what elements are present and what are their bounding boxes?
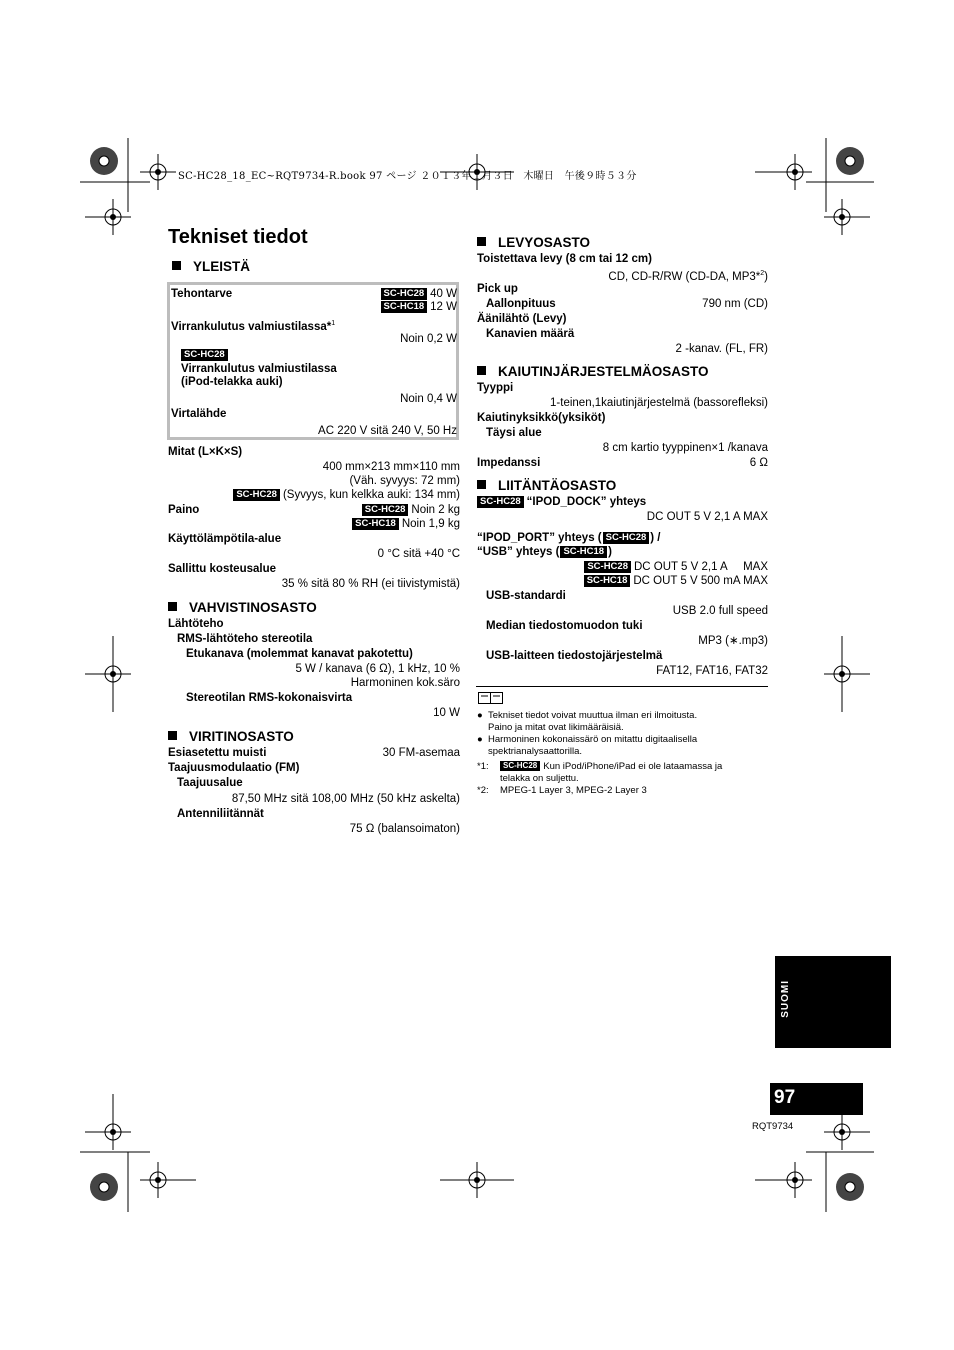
square-bullet-icon	[477, 480, 486, 489]
label-taysi: Täysi alue	[486, 427, 542, 439]
square-bullet-icon	[172, 261, 181, 270]
model-badge: SC-HC28	[477, 496, 524, 508]
model-badge: SC-HC18	[584, 575, 631, 587]
label-stereo-rms: Stereotilan RMS-kokonaisvirta	[186, 692, 353, 704]
model-badge: SC-HC28	[362, 504, 409, 516]
section-viritin: VIRITINOSASTO	[168, 729, 294, 744]
value-port-hc28: SC-HC28 DC OUT 5 V 2,1 A MAX	[584, 560, 768, 574]
label-virrankulutus: Virrankulutus valmiustilassa*$^1$	[171, 320, 336, 333]
value-esiasetettu: 30 FM-asemaa	[382, 747, 460, 759]
label-usb: “USB” yhteys ( SC-HC18 )	[477, 546, 612, 558]
value-median: MP3 (∗.mp3)	[698, 635, 768, 647]
model-badge: SC-HC28	[500, 761, 540, 771]
label-aanilahto: Äänilähtö (Levy)	[477, 313, 567, 325]
footnote-1: *1: SC-HC28 Kun iPod/iPhone/iPad ei ole lataamassa ja	[477, 761, 723, 772]
file-header: SC-HC28_18_EC~RQT9734-R.book 97 ページ ２０１３年１月３日 木曜日 午後９時５３分	[178, 171, 637, 182]
value-ipod-dock: DC OUT 5 V 2,1 A MAX	[646, 511, 768, 523]
note-2: ● Harmoninen kokonaissärö on mitattu digitaalisella	[477, 734, 698, 745]
label-paino: Paino	[168, 504, 200, 516]
value-impedanssi: 6 Ω	[749, 457, 768, 469]
value-stereo-rms: 10 W	[433, 707, 460, 719]
label-kanavien: Kanavien määrä	[486, 328, 575, 340]
label-kayttolampo: Käyttölämpötila-alue	[168, 533, 282, 545]
section-yleista: YLEISTÄ	[172, 259, 250, 274]
model-badge: SC-HC28	[381, 288, 428, 300]
footnote-2: *2: MPEG-1 Layer 3, MPEG-2 Layer 3	[477, 785, 647, 796]
label-impedanssi: Impedanssi	[477, 457, 541, 469]
value-mitat-3: SC-HC28 (Syvyys, kun kelkka auki: 134 mm)	[233, 488, 460, 502]
label-usb-standardi: USB-standardi	[486, 590, 566, 602]
language-tab-label: SUOMI	[780, 980, 791, 1018]
value-teho-hc28: SC-HC28 40 W	[381, 287, 458, 301]
value-virrankulutus: Noin 0,2 W	[400, 333, 457, 345]
badge-ipod	[181, 348, 231, 362]
value-etukanava-2: Harmoninen kok.säro	[350, 677, 460, 689]
value-paino-hc18: SC-HC18 Noin 1,9 kg	[352, 517, 460, 531]
notes-divider	[476, 686, 768, 687]
label-virtalahde: Virtalähde	[171, 408, 227, 420]
square-bullet-icon	[477, 237, 486, 246]
label-tyyppi: Tyyppi	[477, 382, 514, 394]
value-tyyppi: 1-teinen,1kaiutinjärjestelmä (bassorefleksi)	[550, 397, 768, 409]
label-toistettava: Toistettava levy (8 cm tai 12 cm)	[477, 253, 652, 265]
value-paino-hc28: SC-HC28 Noin 2 kg	[362, 503, 460, 517]
label-kaiutinyksikko: Kaiutinyksikkö(yksiköt)	[477, 412, 606, 424]
label-etukanava: Etukanava (molemmat kanavat pakotettu)	[186, 648, 413, 660]
value-port-hc18: SC-HC18 DC OUT 5 V 500 mA MAX	[584, 574, 768, 588]
model-badge: SC-HC28	[603, 532, 650, 544]
square-bullet-icon	[477, 366, 486, 375]
value-mitat-2: (Väh. syvyys: 72 mm)	[349, 475, 460, 487]
label-lahtoteho: Lähtöteho	[168, 618, 224, 630]
label-pickup: Pick up	[477, 283, 518, 295]
value-virtalahde: AC 220 V sitä 240 V, 50 Hz	[318, 425, 457, 437]
label-aallonpituus: Aallonpituus	[486, 298, 556, 310]
label-taajuusalue: Taajuusalue	[177, 777, 243, 789]
section-kaiutin: KAIUTINJÄRJESTELMÄOSASTO	[477, 364, 709, 379]
value-kayttolampo: 0 °C sitä +40 °C	[377, 548, 460, 560]
model-badge: SC-HC18	[381, 301, 428, 313]
label-median: Median tiedostomuodon tuki	[486, 620, 643, 632]
section-vahvistin: VAHVISTINOSASTO	[168, 600, 317, 615]
section-liitanta: LIITÄNTÄOSASTO	[477, 478, 616, 493]
value-usb-standardi: USB 2.0 full speed	[672, 605, 768, 617]
value-taajuusalue: 87,50 MHz sitä 108,00 MHz (50 kHz askelta)	[231, 793, 460, 805]
model-badge: SC-HC28	[584, 561, 631, 573]
note-2b: spektrianalysaattorilla.	[488, 746, 582, 757]
value-taysi: 8 cm kartio tyyppinen×1 /kanava	[602, 442, 768, 454]
model-badge: SC-HC18	[352, 518, 399, 530]
value-mitat-1: 400 mm×213 mm×110 mm	[322, 461, 460, 473]
label-usb-jarj: USB-laitteen tiedostojärjestelmä	[486, 650, 663, 662]
value-kanavien: 2 -kanav. (FL, FR)	[675, 343, 768, 355]
label-taajuusmod: Taajuusmodulaatio (FM)	[168, 762, 300, 774]
label-ipod-1: Virrankulutus valmiustilassa	[181, 363, 337, 375]
model-badge: SC-HC28	[181, 349, 228, 361]
label-kosteus: Sallittu kosteusalue	[168, 563, 277, 575]
label-ipod-dock: SC-HC28 “IPOD_DOCK” yhteys	[477, 495, 646, 509]
section-levy: LEVYOSASTO	[477, 235, 590, 250]
note-1: ● Tekniset tiedot voivat muuttua ilman eri ilmoitusta.	[477, 710, 698, 721]
value-teho-hc18: SC-HC18 12 W	[381, 300, 458, 314]
doc-code: RQT9734	[752, 1121, 794, 1132]
label-mitat: Mitat (L×K×S)	[168, 446, 243, 458]
label-rms: RMS-lähtöteho stereotila	[177, 633, 313, 645]
footnote-1b: telakka on suljettu.	[500, 773, 579, 784]
page-title: Tekniset tiedot	[168, 226, 308, 248]
model-badge: SC-HC28	[233, 489, 280, 501]
label-esiasetettu: Esiasetettu muisti	[168, 747, 267, 759]
value-aallonpituus: 790 nm (CD)	[702, 298, 768, 310]
value-usb-jarj: FAT12, FAT16, FAT32	[656, 665, 768, 677]
label-ipod-port: “IPOD_PORT” yhteys ( SC-HC28 ) /	[477, 532, 661, 544]
value-antenni: 75 Ω (balansoimaton)	[349, 823, 460, 835]
note-1b: Paino ja mitat ovat likimääräisiä.	[488, 722, 624, 733]
square-bullet-icon	[168, 731, 177, 740]
label-tehontarve: Tehontarve	[171, 288, 233, 300]
value-etukanava-1: 5 W / kanava (6 Ω), 1 kHz, 10 %	[295, 663, 460, 675]
value-toistettava: CD, CD-R/RW (CD-DA, MP3*$^2$)	[608, 270, 768, 283]
label-antenni: Antenniliitännät	[177, 808, 264, 820]
label-ipod-2: (iPod-telakka auki)	[181, 376, 283, 388]
page-number: 97	[774, 1087, 796, 1108]
square-bullet-icon	[168, 602, 177, 611]
value-ipod: Noin 0,4 W	[400, 393, 457, 405]
book-icon	[478, 692, 504, 705]
model-badge: SC-HC18	[560, 546, 607, 558]
value-kosteus: 35 % sitä 80 % RH (ei tiivistymistä)	[281, 578, 460, 590]
